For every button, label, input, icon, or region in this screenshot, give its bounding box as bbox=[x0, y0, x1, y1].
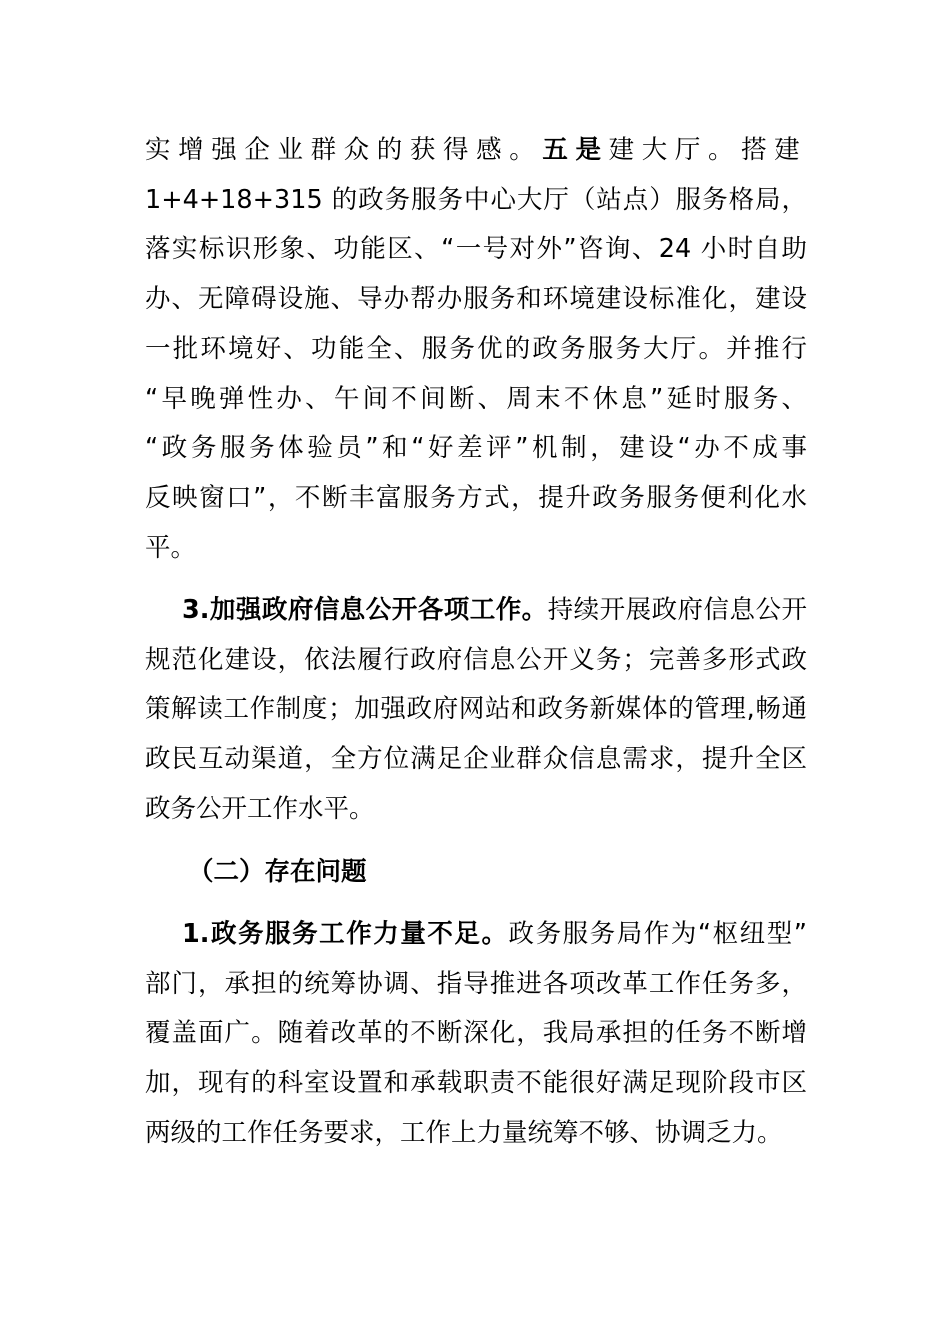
text-run: 建大厅。搭建 bbox=[608, 135, 807, 165]
text-line: 一批环境好、功能全、服务优的政务服务大厅。并推行 bbox=[145, 333, 807, 364]
text-line: 加，现有的科室设置和承载职责不能很好满足现阶段市区 bbox=[145, 1068, 807, 1099]
text-line: 平。 bbox=[145, 532, 197, 563]
text-line: 落实标识形象、功能区、“一号对外”咨询、24 小时自助 bbox=[145, 234, 807, 265]
paragraph-staffing-shortage bbox=[145, 910, 807, 1159]
bold-lead: 五是 bbox=[542, 135, 609, 165]
bold-lead: 1.政务服务工作力量不足。 bbox=[182, 919, 509, 949]
text-line: 策解读工作制度；加强政府网站和政务新媒体的管理,畅通 bbox=[145, 694, 807, 725]
text-line: “早晚弹性办、午间不间断、周末不休息”延时服务、 bbox=[145, 383, 807, 414]
text-line: 规范化建设，依法履行政府信息公开义务；完善多形式政 bbox=[145, 644, 807, 675]
bold-lead: 3.加强政府信息公开各项工作。 bbox=[182, 595, 548, 625]
text-line bbox=[145, 126, 807, 176]
text-line: 部门，承担的统筹协调、指导推进各项改革工作任务多， bbox=[145, 968, 807, 999]
section-heading: （二）存在问题 bbox=[188, 857, 367, 887]
text-line: 办、无障碍设施、导办帮办服务和环境建设标准化，建设 bbox=[145, 284, 807, 315]
text-run: 政务服务局作为“枢纽型” bbox=[508, 919, 807, 949]
paragraph-info-disclosure bbox=[145, 586, 807, 835]
text-line: 政务公开工作水平。 bbox=[145, 793, 375, 824]
text-line bbox=[145, 586, 807, 636]
text-line: 覆盖面广。随着改革的不断深化，我局承担的任务不断增 bbox=[145, 1018, 807, 1049]
text-line: “政务服务体验员”和“好差评”机制，建设“办不成事 bbox=[145, 433, 807, 464]
text-line: 政民互动渠道，全方位满足企业群众信息需求，提升全区 bbox=[145, 744, 807, 775]
text-line bbox=[145, 910, 807, 960]
text-run: 持续开展政府信息公开 bbox=[547, 595, 807, 625]
text-run: 实增强企业群众的获得感。 bbox=[145, 135, 543, 165]
text-line: 反映窗口”，不断丰富服务方式，提升政务服务便利化水 bbox=[145, 482, 807, 513]
text-line: 两级的工作任务要求，工作上力量统筹不够、协调乏力。 bbox=[145, 1117, 783, 1148]
paragraph-hall-construction bbox=[145, 126, 807, 573]
text-line: 1+4+18+315 的政务服务中心大厅（站点）服务格局， bbox=[145, 184, 807, 215]
